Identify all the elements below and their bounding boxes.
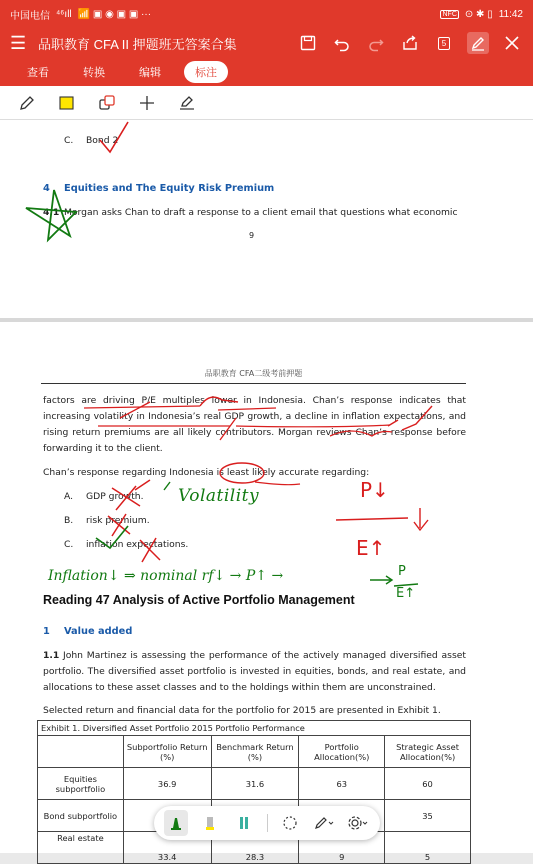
- app-bar: [0, 28, 533, 58]
- annotate-pen-icon[interactable]: [467, 32, 489, 54]
- tab-convert[interactable]: 转换: [83, 67, 105, 79]
- page-count-icon[interactable]: [433, 32, 455, 54]
- save-icon[interactable]: [297, 32, 319, 54]
- carrier-label: 中国电信: [10, 10, 50, 22]
- table-header: [38, 736, 124, 768]
- annotation-toolbar: [0, 86, 533, 120]
- table-cell: 31.6: [211, 768, 299, 800]
- table-cell: 60: [385, 768, 471, 800]
- option-a-text: GDP growth.: [86, 491, 144, 502]
- ink-text: Volatility: [178, 486, 260, 506]
- table-cell: 28.3: [211, 832, 299, 864]
- menu-icon[interactable]: ☰: [10, 32, 27, 53]
- nfc-icon: NFC: [442, 10, 457, 18]
- exhibit-caption: Exhibit 1. Diversified Asset Portfolio 2015 Portfolio Performance: [38, 721, 471, 736]
- ink-text: E↑: [356, 536, 386, 560]
- teal-highlighter-icon[interactable]: [232, 810, 256, 836]
- pencil-icon[interactable]: [16, 92, 38, 114]
- toolbar-separator: [267, 814, 268, 832]
- running-header: 品职教育 CFA二级考前押题: [204, 369, 303, 378]
- settings-icon[interactable]: [346, 810, 370, 836]
- yellow-highlighter-icon[interactable]: [198, 810, 222, 836]
- reading-title: Reading 47 Analysis of Active Portfolio Management: [43, 593, 355, 607]
- table-cell: Bond subportfolio: [38, 800, 124, 832]
- document-title: 品职教育 CFA II 押题班无答案合集: [38, 36, 237, 52]
- section-title: Equities and The Equity Risk Premium: [64, 183, 275, 194]
- option-a-label: A.: [64, 491, 74, 502]
- question-number: 4.1: [43, 207, 60, 218]
- pdf-page: [0, 322, 533, 862]
- option-c-label: C.: [64, 135, 74, 146]
- section-number: 1: [43, 626, 50, 637]
- signal-icon: ⁴⁶ıll: [56, 8, 72, 20]
- page-count-badge: 5: [438, 37, 450, 50]
- table-header: Subportfolio Return (%): [123, 736, 211, 768]
- tab-annotate[interactable]: 标注: [184, 61, 228, 83]
- tab-view[interactable]: 查看: [27, 67, 49, 79]
- shape-icon[interactable]: [96, 92, 118, 114]
- table-header: Portfolio Allocation(%): [299, 736, 385, 768]
- redo-icon[interactable]: [365, 32, 387, 54]
- mode-tabs: [0, 58, 533, 86]
- option-c-label: C.: [64, 539, 74, 550]
- page-number: 9: [249, 231, 255, 240]
- table-cell: 36.9: [123, 768, 211, 800]
- option-c-text: inflation expectations.: [86, 539, 189, 550]
- table-cell: Real estate: [38, 832, 124, 864]
- share-icon[interactable]: [399, 32, 421, 54]
- green-marker-icon[interactable]: [164, 810, 188, 836]
- header-rule: [41, 383, 466, 384]
- question-text: Morgan asks Chan to draft a response to a client email that questions what economic: [64, 207, 458, 218]
- paragraph: factors are driving P/E multiples lower in Indonesia. Chan’s response indicates that increasing volatility in Indonesia’s real GDP growth, a decline in inflation expectations, and rising return premiums are all likely contributors. Morgan reviews Chan’s response before forwarding it to the client.: [43, 395, 466, 454]
- ink-text: Inflation↓ ⇒ nominal rf↓ → P↑ →: [48, 568, 284, 584]
- lasso-icon[interactable]: [277, 810, 301, 836]
- exhibit-table: [37, 720, 471, 864]
- table-cell: Equities subportfolio: [38, 768, 124, 800]
- option-b-label: B.: [64, 515, 74, 526]
- table-header: Benchmark Return (%): [211, 736, 299, 768]
- table-cell: 35: [385, 800, 471, 832]
- ink-text: E↑: [396, 586, 416, 601]
- highlight-rect-icon[interactable]: [56, 92, 78, 114]
- pen-toolbar: [154, 806, 380, 840]
- clock: 11:42: [498, 8, 523, 20]
- option-c-text: Bond 2: [86, 135, 119, 146]
- paragraph: Selected return and financial data for the portfolio for 2015 are presented in Exhibit 1.: [43, 705, 441, 716]
- tab-edit[interactable]: 编辑: [139, 67, 161, 79]
- system-icons: ⊙ ✱ ▯: [464, 8, 493, 20]
- table-cell: 9: [299, 832, 385, 864]
- notification-icons: 📶 ▣ ◉ ▣ ▣ ···: [77, 8, 152, 20]
- table-cell: 63: [299, 768, 385, 800]
- ink-text: P↓: [360, 478, 389, 502]
- question-text: Chan’s response regarding Indonesia is least likely accurate regarding:: [43, 467, 370, 478]
- status-bar: [0, 0, 533, 28]
- table-row: [38, 768, 471, 800]
- table-cell: 33.4: [123, 832, 211, 864]
- option-b-text: risk premium.: [86, 515, 150, 526]
- close-icon[interactable]: [501, 32, 523, 54]
- signature-icon[interactable]: [176, 92, 198, 114]
- section-number: 4: [43, 183, 50, 194]
- table-cell: 5: [385, 832, 471, 864]
- add-icon[interactable]: [136, 92, 158, 114]
- ink-text: P: [398, 564, 406, 579]
- pdf-page: [0, 120, 533, 318]
- table-header: Strategic Asset Allocation(%): [385, 736, 471, 768]
- section-title: Value added: [64, 626, 133, 637]
- question-number: 1.1: [43, 650, 60, 661]
- undo-icon[interactable]: [331, 32, 353, 54]
- pen-settings-icon[interactable]: [312, 810, 336, 836]
- paragraph: John Martinez is assessing the performance of the actively managed diversified asset portfolio. The diversified asset portfolio is invested in equities, bonds, and real estate, and allocations to these asset classes and to the holdings within them are unconstrained.: [43, 650, 466, 693]
